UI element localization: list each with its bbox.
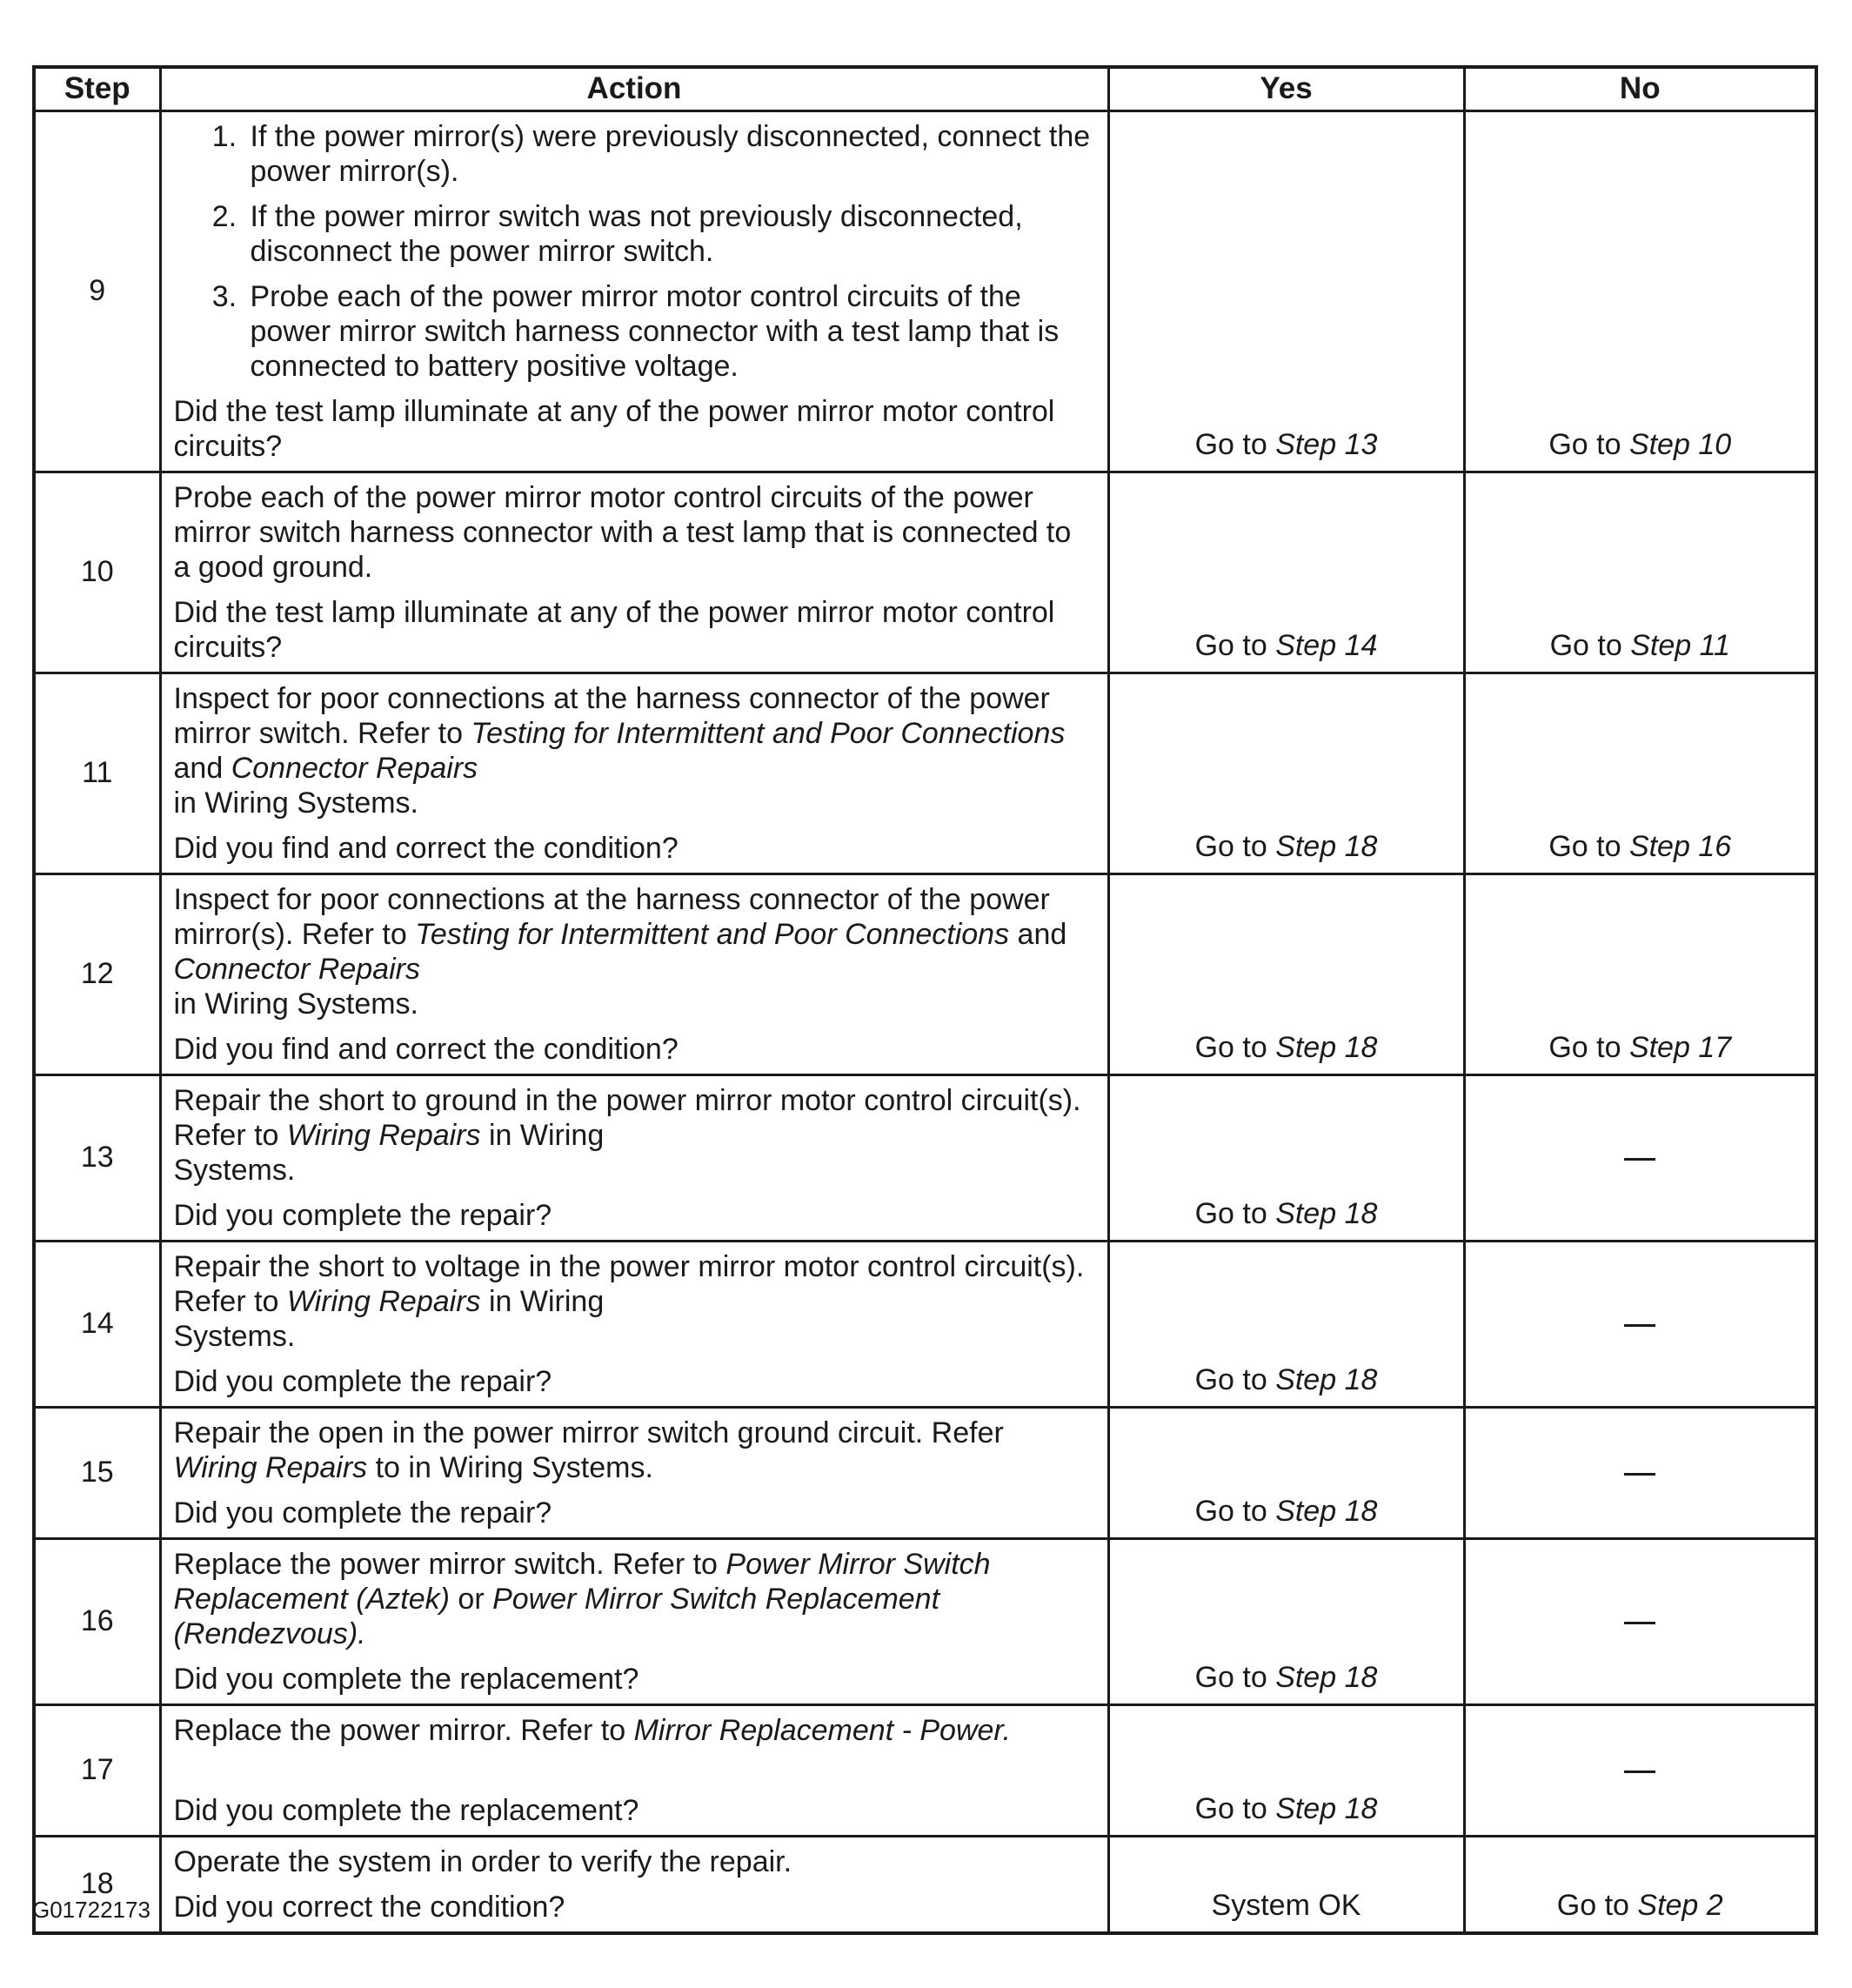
action-text-part: Replace the power mirror. Refer to	[173, 1713, 634, 1747]
yes-cell	[1108, 1704, 1464, 1836]
action-text-part: Repair the short to voltage in the power mirror motor control circuit(s). Refer to	[173, 1249, 1085, 1318]
diagnostic-table	[32, 65, 1818, 1935]
no-cell	[1464, 472, 1816, 673]
no-cell	[1464, 874, 1816, 1074]
yes-step-link[interactable]: Step 13	[1275, 427, 1378, 461]
table-row-step-9	[34, 110, 1816, 472]
yes-step-link[interactable]: Step 18	[1275, 1791, 1378, 1825]
no-step-link[interactable]: Step 2	[1637, 1888, 1723, 1922]
action-text: Operate the system in order to verify the repair.	[173, 1844, 792, 1878]
table-row-step-11	[34, 673, 1816, 874]
step-number: 9	[34, 110, 160, 472]
no-step-link[interactable]: Step 16	[1628, 829, 1732, 863]
action-question: Did you complete the repair?	[173, 1198, 552, 1232]
no-dash	[1624, 1622, 1655, 1624]
step-number: 16	[34, 1538, 160, 1704]
reference-link[interactable]: Testing for Intermittent and Poor Connections	[415, 917, 1010, 951]
reference-link[interactable]: Connector Repairs	[231, 751, 478, 785]
action-text-part: and	[1009, 917, 1067, 951]
no-step-link[interactable]: Step 11	[1630, 628, 1730, 662]
table-header-row	[34, 67, 1816, 110]
reference-link[interactable]: Wiring Repairs	[286, 1284, 481, 1318]
yes-cell: System OK	[1108, 1836, 1464, 1933]
no-cell	[1464, 1704, 1816, 1836]
no-cell	[1464, 1836, 1816, 1933]
no-prefix: Go to	[1548, 427, 1629, 461]
action-text	[174, 1083, 1095, 1188]
table-row-step-10	[34, 472, 1816, 673]
action-text-part: Repair the short to ground in the power mirror motor control circuit(s). Refer to	[173, 1083, 1081, 1152]
yes-step-link[interactable]: Step 14	[1275, 628, 1378, 662]
action-text	[174, 882, 1095, 1021]
action-question: Did the test lamp illuminate at any of the power mirror motor control circuits?	[173, 394, 1055, 463]
action-text-part: in Wiring Systems.	[173, 786, 418, 820]
yes-prefix: Go to	[1194, 427, 1276, 461]
no-cell	[1464, 1407, 1816, 1538]
step-number: 17	[34, 1704, 160, 1836]
reference-link[interactable]: Connector Repairs	[173, 952, 420, 986]
no-cell	[1464, 1538, 1816, 1704]
yes-cell	[1108, 1241, 1464, 1407]
yes-step-link[interactable]: Step 18	[1275, 1362, 1378, 1396]
header-action: Action	[160, 67, 1108, 110]
table-row-step-13	[34, 1074, 1816, 1241]
action-cell	[160, 874, 1108, 1074]
action-question: Did you complete the repair?	[173, 1496, 552, 1529]
yes-cell	[1108, 1074, 1464, 1241]
yes-step-link[interactable]: Step 18	[1275, 1030, 1378, 1064]
yes-step-link[interactable]: Step 18	[1275, 1196, 1378, 1230]
yes-cell	[1108, 673, 1464, 874]
table-row-step-14	[34, 1241, 1816, 1407]
reference-link[interactable]: Mirror Replacement - Power.	[633, 1713, 1011, 1747]
reference-link[interactable]: Power Mirror Switch Replacement (Aztek)	[173, 1547, 991, 1616]
header-step: Step	[34, 67, 160, 110]
yes-prefix: Go to	[1194, 1362, 1276, 1396]
action-text	[174, 1416, 1095, 1485]
action-text-part: Replace the power mirror switch. Refer to	[173, 1547, 726, 1581]
action-cell	[160, 1538, 1108, 1704]
reference-link[interactable]: Wiring Repairs	[286, 1118, 481, 1152]
step-number: 11	[34, 673, 160, 874]
step-number: 13	[34, 1074, 160, 1241]
action-cell	[160, 1241, 1108, 1407]
action-text-part: Systems.	[173, 1319, 296, 1353]
action-text-part: Inspect for poor connections at the harness connector of the power mirror(s). Refer to	[173, 882, 1050, 951]
no-prefix: Go to	[1548, 829, 1629, 863]
reference-link[interactable]: Testing for Intermittent and Poor Connections	[471, 716, 1066, 750]
action-question: Did you complete the replacement?	[173, 1793, 639, 1827]
action-cell	[160, 472, 1108, 673]
action-text-part: Repair the open in the power mirror switch ground circuit. Refer	[173, 1416, 1004, 1449]
reference-link[interactable]: Power Mirror Switch Replacement (Rendezvous).	[173, 1582, 940, 1650]
action-text-part: in Wiring	[480, 1284, 605, 1318]
action-list	[174, 119, 1095, 384]
action-question: Did the test lamp illuminate at any of the power mirror motor control circuits?	[173, 595, 1055, 664]
yes-prefix: Go to	[1194, 1196, 1276, 1230]
step-number: 15	[34, 1407, 160, 1538]
action-cell	[160, 1836, 1108, 1933]
yes-step-link[interactable]: Step 18	[1275, 829, 1378, 863]
figure-id: G01722173	[32, 1897, 150, 1923]
action-text-part: and	[173, 751, 231, 785]
yes-cell	[1108, 874, 1464, 1074]
action-question: Did you complete the replacement?	[173, 1662, 639, 1696]
step-number: 10	[34, 472, 160, 673]
yes-prefix: Go to	[1194, 829, 1276, 863]
action-text-part: in Wiring Systems.	[173, 987, 418, 1021]
action-text	[174, 681, 1095, 820]
table-row-step-16	[34, 1538, 1816, 1704]
yes-prefix: Go to	[1194, 628, 1276, 662]
action-cell	[160, 110, 1108, 472]
no-step-link[interactable]: Step 17	[1628, 1030, 1732, 1064]
table-row-step-18	[34, 1836, 1816, 1933]
no-prefix: Go to	[1549, 628, 1631, 662]
action-text-part: in Wiring	[480, 1118, 605, 1152]
yes-prefix: Go to	[1194, 1494, 1276, 1528]
action-text: Probe each of the power mirror motor control circuits of the power mirror switch harness connector with a test lamp that is connected to a good ground.	[173, 480, 1072, 584]
no-dash	[1624, 1324, 1655, 1327]
action-text	[174, 1547, 1095, 1651]
action-question: Did you find and correct the condition?	[173, 831, 679, 865]
yes-step-link[interactable]: Step 18	[1275, 1660, 1378, 1694]
table-row-step-15	[34, 1407, 1816, 1538]
action-question: Did you complete the repair?	[173, 1364, 552, 1398]
action-text	[174, 1249, 1095, 1354]
step-number: 14	[34, 1241, 160, 1407]
header-yes: Yes	[1108, 67, 1464, 110]
action-text-part: or	[449, 1582, 493, 1616]
no-dash	[1624, 1473, 1655, 1476]
no-prefix: Go to	[1556, 1888, 1638, 1922]
no-cell	[1464, 1241, 1816, 1407]
action-text-part: Inspect for poor connections at the harness connector of the power mirror switch. Refer to	[173, 681, 1050, 750]
action-cell	[160, 1407, 1108, 1538]
yes-cell	[1108, 1538, 1464, 1704]
table-row-step-12	[34, 874, 1816, 1074]
table-row-step-17	[34, 1704, 1816, 1836]
action-question: Did you find and correct the condition?	[173, 1032, 679, 1066]
action-cell	[160, 673, 1108, 874]
yes-prefix: Go to	[1194, 1030, 1276, 1064]
no-prefix: Go to	[1548, 1030, 1629, 1064]
yes-cell	[1108, 1407, 1464, 1538]
step-number: 18	[34, 1836, 160, 1933]
no-cell	[1464, 1074, 1816, 1241]
no-step-link[interactable]: Step 10	[1628, 427, 1732, 461]
list-item: 3. Probe each of the power mirror motor control circuits of the power mirror switch harness connector with a test lamp that is connected to battery positive voltage.	[245, 279, 1095, 384]
no-dash	[1624, 1770, 1655, 1773]
yes-step-link[interactable]: Step 18	[1275, 1494, 1378, 1528]
header-no: No	[1464, 67, 1816, 110]
yes-prefix: Go to	[1194, 1791, 1276, 1825]
action-cell	[160, 1074, 1108, 1241]
action-text	[174, 1713, 1095, 1748]
yes-cell	[1108, 110, 1464, 472]
reference-link[interactable]: Wiring Repairs	[173, 1450, 368, 1484]
no-cell	[1464, 110, 1816, 472]
action-text-part: to in Wiring Systems.	[367, 1450, 653, 1484]
yes-prefix: Go to	[1194, 1660, 1276, 1694]
list-item: 2. If the power mirror switch was not previously disconnected, disconnect the power mirror switch.	[245, 199, 1095, 269]
step-number: 12	[34, 874, 160, 1074]
action-text-part: Systems.	[173, 1153, 296, 1187]
diagnostic-table-container	[32, 65, 1815, 1935]
no-dash	[1624, 1158, 1655, 1161]
action-question: Did you correct the condition?	[173, 1890, 565, 1924]
yes-cell	[1108, 472, 1464, 673]
no-cell	[1464, 673, 1816, 874]
action-cell	[160, 1704, 1108, 1836]
list-item: 1. If the power mirror(s) were previously disconnected, connect the power mirror(s).	[245, 119, 1095, 189]
